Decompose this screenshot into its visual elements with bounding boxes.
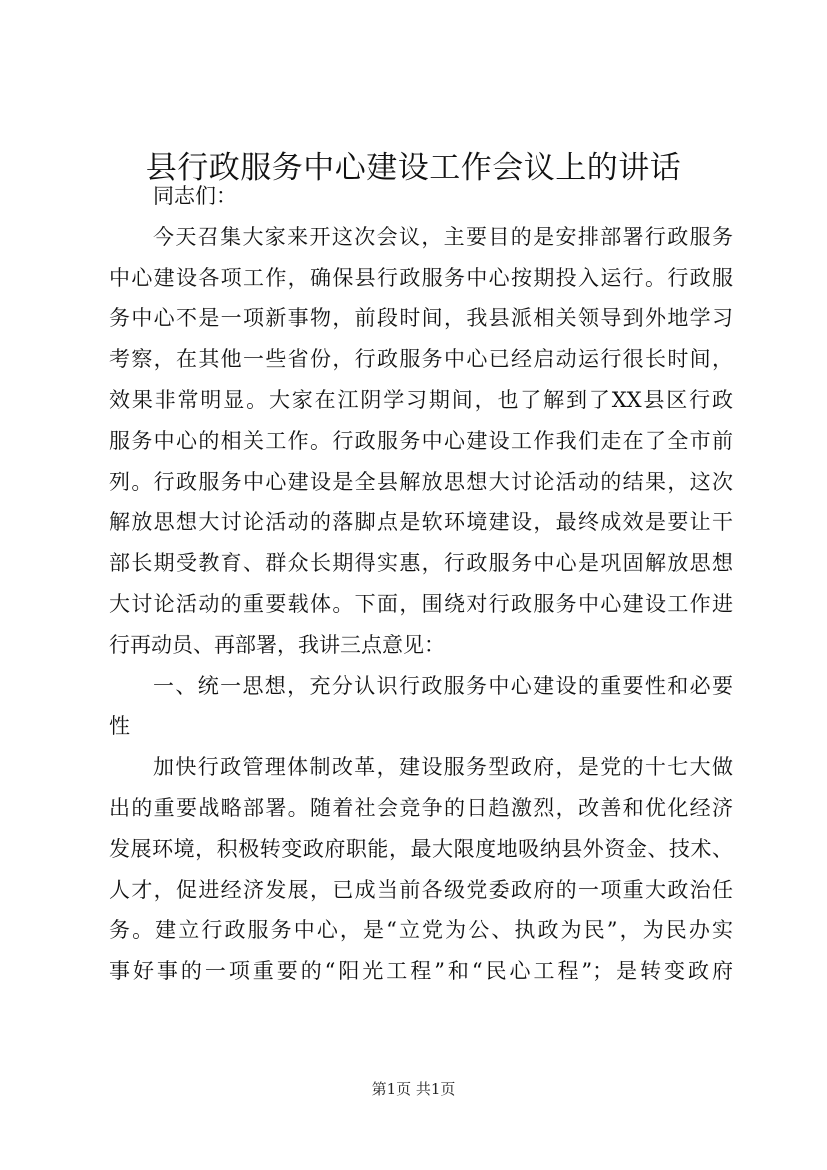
body-line: 性: [109, 714, 130, 739]
body-line: 加快行政管理体制改革，建设服务型政府，是党的十七大做: [153, 755, 733, 780]
body-line: 同志们：: [153, 184, 237, 208]
body-line: 解放思想大讨论活动的落脚点是软环境建设，最终成效是要让干: [109, 510, 733, 535]
document-title: 县行政服务中心建设工作会议上的讲话: [145, 150, 682, 186]
body-line: 发展环境，积极转变政府职能，最大限度地吸纳县外资金、技术、: [109, 836, 733, 861]
body-line: 中心建设各项工作，确保县行政服务中心按期投入运行。行政服: [109, 265, 733, 290]
body-line: 部长期受教育、群众长期得实惠，行政服务中心是巩固解放思想: [109, 551, 733, 576]
body-line: 一、统一思想，充分认识行政服务中心建设的重要性和必要: [153, 673, 733, 698]
body-line: 效果非常明显。大家在江阴学习期间，也了解到了XX县区行政: [109, 387, 733, 412]
body-line: 今天召集大家来开这次会议，主要目的是安排部署行政服务: [153, 224, 733, 249]
page-footer: 第1页 共1页: [371, 1080, 456, 1098]
body-line: 列。行政服务中心建设是全县解放思想大讨论活动的结果，这次: [109, 469, 733, 494]
body-line: 务。建立行政服务中心，是“立党为公、执政为民”，为民办实: [109, 918, 733, 943]
body-line: 大讨论活动的重要载体。下面，围绕对行政服务中心建设工作进: [109, 591, 733, 616]
body-line: 务中心不是一项新事物，前段时间，我县派相关领导到外地学习: [109, 306, 733, 331]
body-line: 人才，促进经济发展，已成当前各级党委政府的一项重大政治任: [109, 877, 733, 902]
body-line: 事好事的一项重要的“阳光工程”和“民心工程”；是转变政府: [109, 959, 733, 984]
body-line: 行再动员、再部署，我讲三点意见：: [109, 632, 445, 657]
body-line: 服务中心的相关工作。行政服务中心建设工作我们走在了全市前: [109, 428, 733, 453]
document-body: [109, 176, 733, 992]
body-line: 考察，在其他一些省份，行政服务中心已经启动运行很长时间，: [109, 347, 733, 372]
body-line: 出的重要战略部署。随着社会竞争的日趋激烈，改善和优化经济: [109, 795, 733, 820]
